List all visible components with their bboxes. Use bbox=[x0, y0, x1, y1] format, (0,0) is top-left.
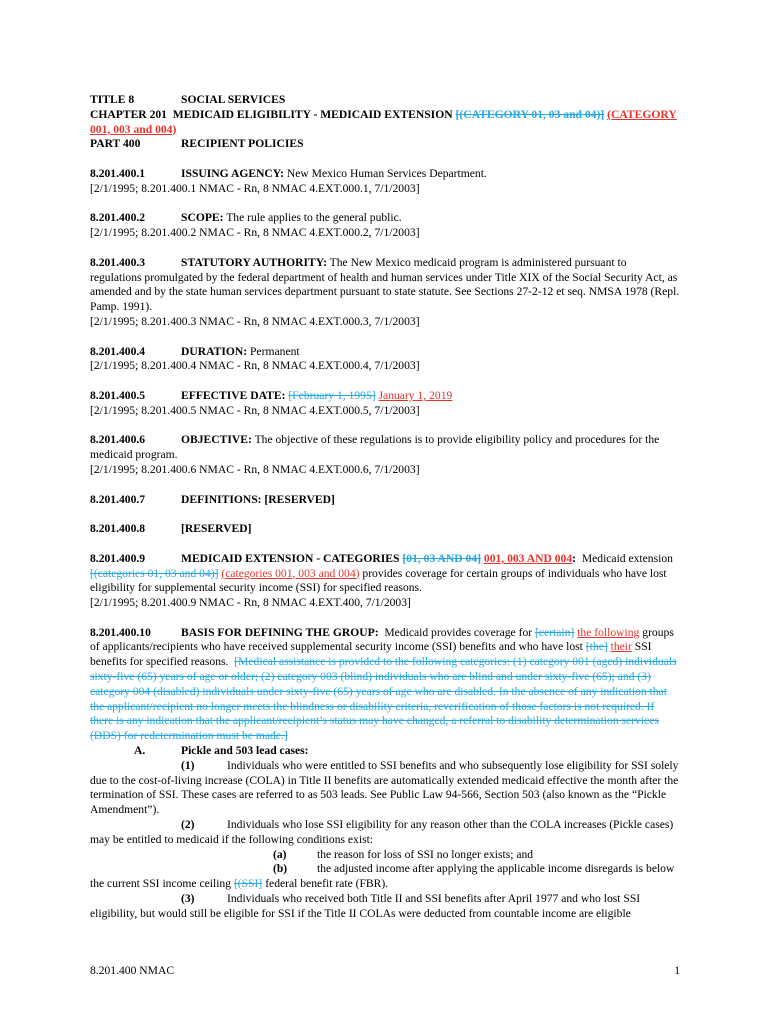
deleted-text: [the] bbox=[585, 640, 608, 654]
deleted-text: [February 1, 1995] bbox=[288, 388, 376, 402]
chapter-line: CHAPTER 201 MEDICAID ELIGIBILITY - MEDICAID EXTENSION [(CATEGORY 01, 03 and 04)] (CATEGORY 001, 003 and 004) bbox=[90, 107, 677, 136]
document-body bbox=[90, 93, 680, 922]
subsection-a: A. Pickle and 503 lead cases: bbox=[134, 744, 309, 758]
paragraph-1: (1) Individuals who were entitled to SSI benefits and who subsequently lose eligibility for SSI solely due to the cost-of-living increase (COLA) in Title II benefits are automatically extended medicaid effective the month after the termination of SSI. These cases are referred to as 503 leads. See Public Law 94-566, Section 503 (also known as the “Pickle Amendment”). bbox=[90, 758, 679, 817]
inserted-text: January 1, 2019 bbox=[378, 388, 453, 402]
section-scope: 8.201.400.2 SCOPE: The rule applies to the general public. bbox=[90, 211, 402, 225]
history-note: [2/1/1995; 8.201.400.5 NMAC - Rn, 8 NMAC 4.EXT.000.5, 7/1/2003] bbox=[90, 403, 420, 417]
deleted-text: [Medical assistance is provided to the following categories: (1) category 001 (aged) individuals sixty-five (65) years of age or older; (2) category 003 (blind) individuals who are blind and under sixty-five (65); and (3) category 004 (disabled) individuals under sixty-five (65) years of age who are disabled. In the absence of any indication that the applicant/recipient no longer meets the blindness or disability criteria, reverification of those factors is not required. If there is any indication that the applicant/recipient’s status may have changed, a referral to disability determination services (DDS) for redetermination must be made.] bbox=[90, 655, 677, 743]
inserted-text: (CATEGORY 001, 003 and 004) bbox=[90, 107, 677, 136]
section-reserved: 8.201.400.8 [RESERVED] bbox=[90, 522, 252, 536]
history-note: [2/1/1995; 8.201.400.6 NMAC - Rn, 8 NMAC 4.EXT.000.6, 7/1/2003] bbox=[90, 462, 420, 476]
deleted-text: [(categories 01, 03 and 04)] bbox=[90, 566, 219, 580]
inserted-text: the following bbox=[577, 625, 640, 639]
part-line: PART 400 RECIPIENT POLICIES bbox=[90, 137, 304, 151]
section-definitions: 8.201.400.7 DEFINITIONS: [RESERVED] bbox=[90, 492, 335, 506]
section-duration: 8.201.400.4 DURATION: Permanent bbox=[90, 344, 300, 358]
subparagraph-b: (b) the adjusted income after applying the applicable income disregards is below the current SSI income ceiling [(SSI] federal benefit rate (FBR). bbox=[90, 862, 675, 891]
deleted-text: [(SSI] bbox=[233, 877, 263, 891]
history-note: [2/1/1995; 8.201.400.9 NMAC - Rn, 8 NMAC 4.EXT.400, 7/1/2003] bbox=[90, 596, 411, 610]
section-medicaid-extension: 8.201.400.9 MEDICAID EXTENSION - CATEGORIES [01, 03 AND 04] 001, 003 AND 004: Medicaid extension [(categories 01, 03 and 04)] (categories 001, 003 and 004) provides coverage for certain groups of individuals who have lost eligibility for supplemental security income (SSI) for specified reasons. bbox=[90, 551, 673, 595]
deleted-text: [certain] bbox=[535, 625, 575, 639]
title-line: TITLE 8 SOCIAL SERVICES bbox=[90, 93, 286, 106]
history-note: [2/1/1995; 8.201.400.2 NMAC - Rn, 8 NMAC 4.EXT.000.2, 7/1/2003] bbox=[90, 226, 420, 240]
inserted-text: (categories 001, 003 and 004) bbox=[221, 566, 360, 580]
history-note: [2/1/1995; 8.201.400.3 NMAC - Rn, 8 NMAC 4.EXT.000.3, 7/1/2003] bbox=[90, 314, 420, 328]
section-effective-date: 8.201.400.5 EFFECTIVE DATE: [February 1, 1995] January 1, 2019 bbox=[90, 388, 453, 402]
section-objective: 8.201.400.6 OBJECTIVE: The objective of these regulations is to provide eligibility policy and procedures for the medicaid program. bbox=[90, 433, 660, 462]
inserted-text: their bbox=[610, 640, 632, 654]
paragraph-3: (3) Individuals who received both Title II and SSI benefits after April 1977 and who lost SSI eligibility, but would still be eligible for SSI if the Title II COLAs were deducted from countable income are eligible bbox=[90, 892, 641, 920]
section-issuing-agency: 8.201.400.1 ISSUING AGENCY: New Mexico Human Services Department. bbox=[90, 166, 487, 180]
deleted-text: [01, 03 AND 04] bbox=[402, 551, 481, 565]
history-note: [2/1/1995; 8.201.400.4 NMAC - Rn, 8 NMAC 4.EXT.000.4, 7/1/2003] bbox=[90, 359, 420, 373]
footer-citation: 8.201.400 NMAC bbox=[90, 964, 175, 977]
deleted-text: [(CATEGORY 01, 03 and 04)] bbox=[455, 107, 605, 121]
page-number: 1 bbox=[674, 964, 680, 977]
section-statutory-authority: 8.201.400.3 STATUTORY AUTHORITY: The New Mexico medicaid program is administered pursuant to regulations promulgated by the federal department of health and human services under Title XIX of the Social Security Act, as amended and by the state human services department pursuant to state statute. See Sections 27-2-12 et seq. NMSA 1978 (Repl. Pamp. 1991). bbox=[90, 255, 680, 314]
history-note: [2/1/1995; 8.201.400.1 NMAC - Rn, 8 NMAC 4.EXT.000.1, 7/1/2003] bbox=[90, 181, 420, 195]
subparagraph-a: (a) the reason for loss of SSI no longer exists; and bbox=[273, 847, 534, 861]
inserted-text: 001, 003 AND 004 bbox=[483, 551, 573, 565]
paragraph-2: (2) Individuals who lose SSI eligibility for any reason other than the COLA increases (Pickle cases) may be entitled to medicaid if the following conditions exist: bbox=[90, 818, 674, 846]
section-basis-for-defining-group: 8.201.400.10 BASIS FOR DEFINING THE GROUP: Medicaid provides coverage for [certain] the following groups of applicants/recipients who have received supplemental security income (SSI) benefits and who have lost [the] their SSI benefits for specified reasons. [Medical assistance is provided to the following categories: (1) category 001 (aged) individuals sixty-five (65) years of age or older; (2) category 003 (blind) individuals who are blind and under sixty-five (65); and (3) category 004 (disabled) individuals under sixty-five (65) years of age who are disabled. In the absence of any indication that the applicant/recipient no longer meets the blindness or disability criteria, reverification of those factors is not required. If there is any indication that the applicant/recipient’s status may have changed, a referral to disability determination services (DDS) for redetermination must be made.] bbox=[90, 625, 677, 743]
page-footer bbox=[90, 964, 680, 979]
